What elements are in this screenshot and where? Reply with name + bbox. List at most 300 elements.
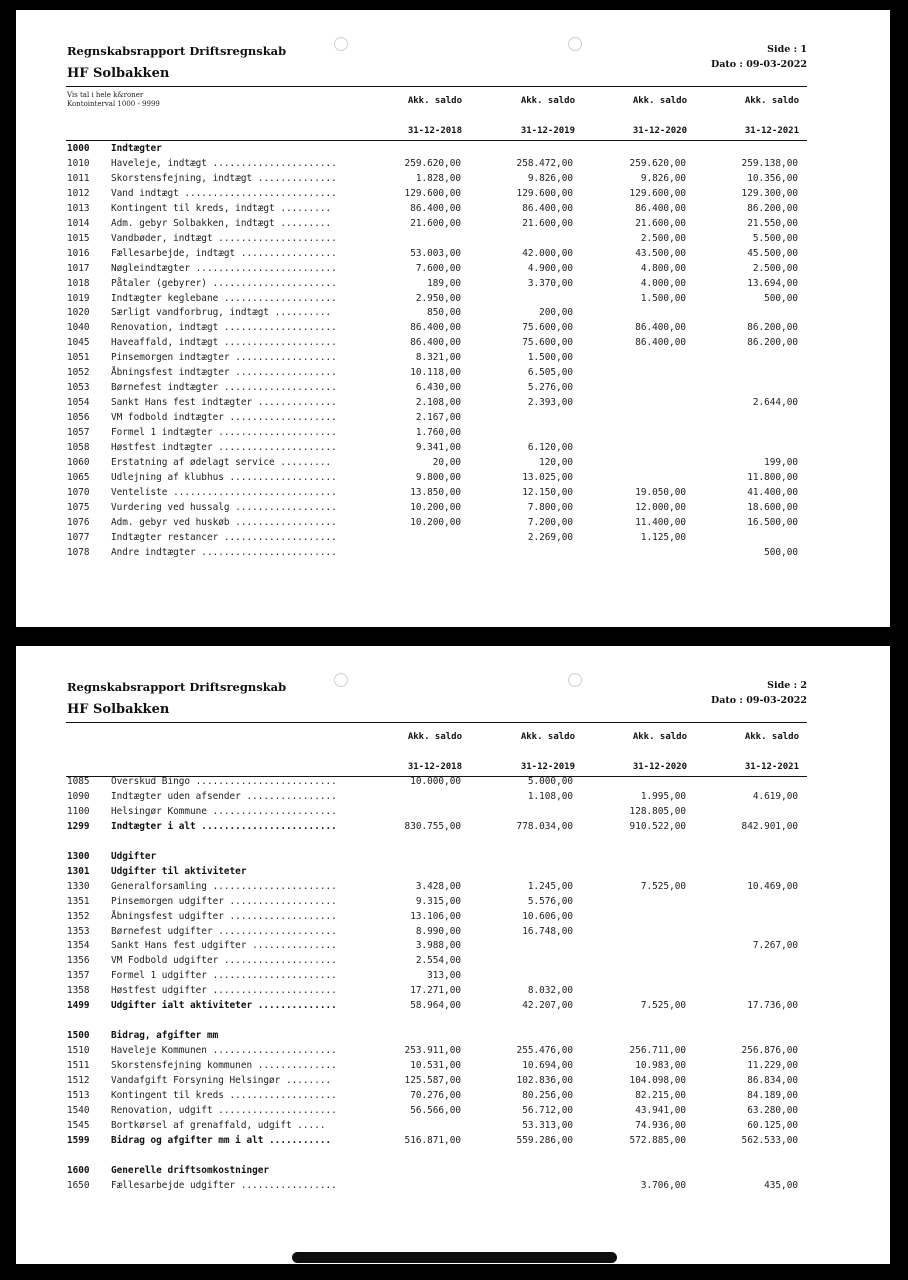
- table-section-row: [67, 998, 807, 1013]
- balance-cell: 4.619,00: [752, 790, 798, 802]
- column-date: 31-12-2018: [407, 762, 462, 772]
- balance-cell: 21.550,00: [747, 217, 798, 229]
- account-code: 1352: [67, 910, 90, 922]
- table-row: [67, 425, 807, 440]
- balance-cell: 7.525,00: [640, 880, 686, 892]
- balance-cell: 84.189,00: [747, 1089, 798, 1101]
- balance-cell: 259.138,00: [741, 157, 798, 169]
- account-name: Påtaler (gebyrer) ......................: [111, 277, 337, 289]
- column-date: 31-12-2020: [632, 126, 687, 136]
- balance-cell: 10.531,00: [410, 1060, 461, 1072]
- account-code: 1016: [67, 247, 90, 259]
- table-row: [67, 440, 807, 455]
- page-number: Side : 1: [767, 44, 807, 55]
- account-name: Nøgleindtægter .........................: [111, 262, 337, 274]
- balance-cell: 70.276,00: [410, 1089, 461, 1101]
- account-name: Generalforsamling ......................: [111, 880, 337, 892]
- balance-cell: 253.911,00: [404, 1045, 461, 1057]
- balance-cell: 256.711,00: [629, 1045, 686, 1057]
- balance-cell: 258.472,00: [516, 157, 573, 169]
- account-name: Formel 1 indtægter .....................: [111, 427, 337, 439]
- balance-cell: 16.748,00: [522, 925, 573, 937]
- balance-cell: 2.167,00: [415, 412, 461, 424]
- account-code: 1053: [67, 382, 90, 394]
- balance-cell: 4.900,00: [527, 262, 573, 274]
- table-row: [67, 834, 807, 849]
- balance-cell: 4.000,00: [640, 277, 686, 289]
- table-row: [67, 1058, 807, 1073]
- balance-cell: 1.828,00: [415, 172, 461, 184]
- account-name: Vandafgift Forsyning Helsingør ........: [111, 1075, 332, 1086]
- account-code: 1499: [67, 1000, 90, 1012]
- account-name: Kontingent til kreds, indtægt .........: [111, 202, 332, 214]
- account-name: Indtægter keglebane ....................: [111, 292, 337, 304]
- account-code: 1650: [67, 1179, 90, 1191]
- table-row: [67, 774, 807, 789]
- table-row: [67, 276, 807, 291]
- account-code: 1357: [67, 970, 90, 982]
- balance-cell: 86.200,00: [747, 202, 798, 214]
- report-page-2: [16, 646, 890, 1264]
- balance-cell: 45.500,00: [747, 247, 798, 259]
- balance-cell: 5.576,00: [527, 895, 573, 907]
- table-row: [67, 455, 807, 470]
- balance-cell: 102.836,00: [516, 1075, 573, 1086]
- balance-cell: 572.885,00: [629, 1134, 686, 1146]
- balance-cell: 3.428,00: [415, 880, 461, 892]
- report-title: Regnskabsrapport Driftsregnskab: [67, 44, 287, 58]
- balance-cell: 42.000,00: [522, 247, 573, 259]
- account-name: Indtægter restancer ....................: [111, 531, 337, 543]
- balance-cell: 53.313,00: [522, 1119, 573, 1131]
- account-code: 1065: [67, 471, 90, 483]
- table-row: [67, 953, 807, 968]
- account-code: 1054: [67, 397, 90, 409]
- balance-cell: 86.400,00: [410, 322, 461, 334]
- balance-cell: 842.901,00: [741, 820, 798, 832]
- balance-cell: 13.106,00: [410, 910, 461, 922]
- account-code: 1540: [67, 1104, 90, 1116]
- balance-cell: 2.644,00: [752, 397, 798, 409]
- report-page-1: [16, 10, 890, 627]
- balance-cell: 2.393,00: [527, 397, 573, 409]
- account-name: VM fodbold indtægter ...................: [111, 412, 337, 424]
- column-header: Akk. saldo: [744, 96, 799, 106]
- balance-cell: 53.003,00: [410, 247, 461, 259]
- balance-cell: 82.215,00: [635, 1089, 686, 1101]
- account-name: Helsingør Kommune ......................: [111, 805, 337, 817]
- account-code: 1512: [67, 1075, 90, 1086]
- balance-cell: 5.276,00: [527, 382, 573, 394]
- account-name: Bortkørsel af grenaffald, udgift .....: [111, 1119, 326, 1131]
- balance-cell: 2.500,00: [752, 262, 798, 274]
- account-code: 1076: [67, 516, 90, 528]
- account-name: Høstfest indtægter .....................: [111, 442, 337, 453]
- balance-cell: 129.600,00: [629, 187, 686, 199]
- balance-cell: 500,00: [764, 292, 798, 304]
- balance-cell: 2.554,00: [415, 955, 461, 967]
- table-row: [67, 804, 807, 819]
- table-row: [67, 894, 807, 909]
- account-code: 1051: [67, 352, 90, 364]
- balance-cell: 500,00: [764, 546, 798, 558]
- table-section-row: [67, 819, 807, 834]
- balance-cell: 12.150,00: [522, 486, 573, 498]
- account-code: 1500: [67, 1030, 90, 1042]
- column-date: 31-12-2020: [632, 762, 687, 772]
- column-header: Akk. saldo: [520, 96, 575, 106]
- balance-cell: 559.286,00: [516, 1134, 573, 1146]
- table-row: [67, 156, 807, 171]
- balance-cell: 7.267,00: [752, 940, 798, 952]
- account-code: 1077: [67, 531, 90, 543]
- table-row: [67, 470, 807, 485]
- account-code: 1599: [67, 1134, 90, 1146]
- balance-cell: 43.500,00: [635, 247, 686, 259]
- account-name: Generelle driftsomkostninger: [111, 1164, 270, 1176]
- account-code: 1015: [67, 232, 90, 244]
- table-row: [67, 365, 807, 380]
- account-name: Udgifter: [111, 850, 157, 862]
- balance-cell: 80.256,00: [522, 1089, 573, 1101]
- balance-cell: 10.356,00: [747, 172, 798, 184]
- account-code: 1600: [67, 1164, 90, 1176]
- balance-cell: 13.025,00: [522, 471, 573, 483]
- account-name: Fællesarbejde udgifter .................: [111, 1179, 337, 1191]
- table-row: [67, 500, 807, 515]
- column-header: Akk. saldo: [632, 96, 687, 106]
- account-code: 1056: [67, 412, 90, 424]
- account-code: 1018: [67, 277, 90, 289]
- account-code: 1354: [67, 940, 90, 952]
- account-code: 1057: [67, 427, 90, 439]
- balance-cell: 7.200,00: [527, 516, 573, 528]
- report-date: Dato : 09-03-2022: [710, 59, 807, 70]
- account-code: 1019: [67, 292, 90, 304]
- table-row: [67, 231, 807, 246]
- org-name: HF Solbakken: [67, 702, 170, 717]
- balance-cell: 189,00: [427, 277, 461, 289]
- balance-cell: 8.990,00: [415, 925, 461, 937]
- balance-cell: 11.229,00: [747, 1060, 798, 1072]
- balance-cell: 10.694,00: [522, 1060, 573, 1072]
- account-name: Erstatning af ødelagt service .........: [111, 456, 332, 468]
- balance-cell: 6.430,00: [415, 382, 461, 394]
- balance-cell: 3.706,00: [640, 1179, 686, 1191]
- table-row: [67, 1043, 807, 1058]
- balance-cell: 17.736,00: [747, 1000, 798, 1012]
- note-currency: Vis tal i hele k&roner: [67, 91, 144, 99]
- account-name: Formel 1 udgifter ......................: [111, 970, 337, 982]
- column-date: 31-12-2018: [407, 126, 462, 136]
- account-code: 1511: [67, 1060, 90, 1072]
- balance-cell: 9.826,00: [640, 172, 686, 184]
- account-code: 1060: [67, 456, 90, 468]
- account-code: 1299: [67, 820, 90, 832]
- account-name: Pinsemorgen indtægter ..................: [111, 352, 337, 364]
- account-name: Renovation, indtægt ....................: [111, 322, 337, 334]
- account-name: Kontingent til kreds ...................: [111, 1089, 337, 1101]
- table-row: [67, 305, 807, 320]
- account-code: 1020: [67, 307, 90, 319]
- balance-cell: 9.800,00: [415, 471, 461, 483]
- balance-cell: 3.370,00: [527, 277, 573, 289]
- account-name: Børnefest udgifter .....................: [111, 925, 337, 937]
- account-name: Indtægter uden afsender ................: [111, 790, 337, 802]
- table-section-row: [67, 1133, 807, 1148]
- account-code: 1052: [67, 367, 90, 379]
- table-section-row: [67, 849, 807, 864]
- balance-cell: 1.995,00: [640, 790, 686, 802]
- table-row: [67, 515, 807, 530]
- balance-cell: 10.118,00: [410, 367, 461, 379]
- table-row: [67, 924, 807, 939]
- column-header: Akk. saldo: [520, 732, 575, 742]
- table-row: [67, 1103, 807, 1118]
- account-name: Venteliste .............................: [111, 486, 337, 498]
- table-row: [67, 1013, 807, 1028]
- balance-cell: 17.271,00: [410, 985, 461, 997]
- balance-cell: 129.300,00: [741, 187, 798, 199]
- table-row: [67, 410, 807, 425]
- account-name: Vurdering ved hussalg ..................: [111, 501, 337, 513]
- table-section-row: [67, 864, 807, 879]
- account-code: 1301: [67, 865, 90, 877]
- account-name: Adm. gebyr ved huskøb ..................: [111, 516, 337, 528]
- account-name: Adm. gebyr Solbakken, indtægt .........: [111, 217, 332, 229]
- account-name: Skorstensfejning, indtægt ..............: [111, 172, 337, 184]
- balance-cell: 86.400,00: [410, 202, 461, 214]
- account-name: VM Fodbold udgifter ....................: [111, 955, 337, 967]
- balance-cell: 56.566,00: [410, 1104, 461, 1116]
- balance-cell: 435,00: [764, 1179, 798, 1191]
- table-row: [67, 216, 807, 231]
- balance-cell: 86.400,00: [635, 202, 686, 214]
- home-indicator[interactable]: [292, 1252, 617, 1263]
- balance-cell: 60.125,00: [747, 1119, 798, 1131]
- table-row: [67, 335, 807, 350]
- balance-cell: 2.108,00: [415, 397, 461, 409]
- balance-cell: 8.032,00: [527, 985, 573, 997]
- balance-cell: 86.400,00: [410, 337, 461, 349]
- table-row: [67, 1073, 807, 1088]
- report-notes: [67, 91, 160, 109]
- page-number: Side : 2: [767, 680, 807, 691]
- account-code: 1100: [67, 805, 90, 817]
- balance-cell: 43.941,00: [635, 1104, 686, 1116]
- account-code: 1040: [67, 322, 90, 334]
- balance-cell: 778.034,00: [516, 820, 573, 832]
- account-code: 1078: [67, 546, 90, 558]
- balance-cell: 7.600,00: [415, 262, 461, 274]
- account-code: 1090: [67, 790, 90, 802]
- account-name: Udgifter til aktiviteter: [111, 865, 247, 877]
- balance-cell: 910.522,00: [629, 820, 686, 832]
- balance-cell: 850,00: [427, 307, 461, 319]
- account-name: Åbningsfest udgifter ...................: [111, 910, 337, 922]
- balance-cell: 2.269,00: [527, 531, 573, 543]
- table-row: [67, 789, 807, 804]
- balance-cell: 1.500,00: [527, 352, 573, 364]
- balance-cell: 9.315,00: [415, 895, 461, 907]
- balance-cell: 830.755,00: [404, 820, 461, 832]
- table-row: [67, 186, 807, 201]
- balance-cell: 1.125,00: [640, 531, 686, 543]
- table-row: [67, 261, 807, 276]
- balance-cell: 313,00: [427, 970, 461, 982]
- account-name: Bidrag, afgifter mm: [111, 1030, 219, 1042]
- column-date: 31-12-2021: [744, 762, 799, 772]
- balance-cell: 1.245,00: [527, 880, 573, 892]
- account-code: 1300: [67, 850, 90, 862]
- account-code: 1058: [67, 442, 90, 453]
- table-row: [67, 291, 807, 306]
- table-row: [67, 201, 807, 216]
- account-name: Pinsemorgen udgifter ...................: [111, 895, 337, 907]
- balance-cell: 21.600,00: [410, 217, 461, 229]
- org-name: HF Solbakken: [67, 66, 170, 81]
- account-code: 1010: [67, 157, 90, 169]
- account-name: Vandbøder, indtægt .....................: [111, 232, 337, 244]
- table-row: [67, 1088, 807, 1103]
- account-name: Åbningsfest indtægter ..................: [111, 367, 337, 379]
- account-code: 1014: [67, 217, 90, 229]
- account-name: Skorstensfejning kommunen ..............: [111, 1060, 337, 1072]
- table-row: [67, 171, 807, 186]
- balance-cell: 6.120,00: [527, 442, 573, 453]
- table-row: [67, 485, 807, 500]
- balance-cell: 4.800,00: [640, 262, 686, 274]
- balance-cell: 516.871,00: [404, 1134, 461, 1146]
- account-code: 1358: [67, 985, 90, 997]
- account-name: Indtægter i alt ........................: [111, 820, 337, 832]
- account-name: Sankt Hans fest indtægter ..............: [111, 397, 337, 409]
- account-name: Renovation, udgift .....................: [111, 1104, 337, 1116]
- account-name: Udlejning af klubhus ...................: [111, 471, 337, 483]
- balance-cell: 75.600,00: [522, 322, 573, 334]
- table-row: [67, 879, 807, 894]
- balance-cell: 1.760,00: [415, 427, 461, 439]
- column-header: Akk. saldo: [744, 732, 799, 742]
- account-name: Sankt Hans fest udgifter ...............: [111, 940, 337, 952]
- account-name: Haveleje, indtægt ......................: [111, 157, 337, 169]
- table-section-row: [67, 141, 807, 156]
- account-code: 1510: [67, 1045, 90, 1057]
- balance-cell: 75.600,00: [522, 337, 573, 349]
- balance-cell: 86.400,00: [522, 202, 573, 214]
- balance-cell: 13.850,00: [410, 486, 461, 498]
- balance-cell: 120,00: [539, 456, 573, 468]
- table-row: [67, 983, 807, 998]
- balance-cell: 11.800,00: [747, 471, 798, 483]
- balance-cell: 2.500,00: [640, 232, 686, 244]
- account-code: 1356: [67, 955, 90, 967]
- balance-cell: 259.620,00: [629, 157, 686, 169]
- balance-cell: 8.321,00: [415, 352, 461, 364]
- balance-cell: 74.936,00: [635, 1119, 686, 1131]
- balance-cell: 200,00: [539, 307, 573, 319]
- account-name: Andre indtægter ........................: [111, 546, 337, 558]
- balance-cell: 9.341,00: [415, 442, 461, 453]
- report-date: Dato : 09-03-2022: [710, 695, 807, 706]
- account-code: 1351: [67, 895, 90, 907]
- balance-cell: 128.805,00: [629, 805, 686, 817]
- table-section-row: [67, 1163, 807, 1178]
- account-code: 1013: [67, 202, 90, 214]
- balance-cell: 10.983,00: [635, 1060, 686, 1072]
- page-info: [711, 678, 807, 708]
- balance-cell: 255.476,00: [516, 1045, 573, 1057]
- account-code: 1012: [67, 187, 90, 199]
- balance-cell: 21.600,00: [522, 217, 573, 229]
- account-code: 1045: [67, 337, 90, 349]
- balance-cell: 86.834,00: [747, 1075, 798, 1086]
- account-code: 1070: [67, 486, 90, 498]
- balance-cell: 56.712,00: [522, 1104, 573, 1116]
- balance-cell: 10.606,00: [522, 910, 573, 922]
- balance-cell: 129.600,00: [516, 187, 573, 199]
- balance-cell: 5.000,00: [527, 776, 573, 787]
- table-row: [67, 938, 807, 953]
- table-row: [67, 1148, 807, 1163]
- balance-cell: 86.200,00: [747, 322, 798, 334]
- balance-cell: 10.200,00: [410, 516, 461, 528]
- balance-cell: 58.964,00: [410, 1000, 461, 1012]
- table-row: [67, 530, 807, 545]
- balance-cell: 104.098,00: [629, 1075, 686, 1086]
- balance-cell: 86.400,00: [635, 322, 686, 334]
- balance-cell: 20,00: [432, 456, 461, 468]
- table-row: [67, 350, 807, 365]
- account-name: Indtægter: [111, 143, 162, 154]
- column-date: 31-12-2019: [520, 126, 575, 136]
- table-row: [67, 909, 807, 924]
- balance-cell: 41.400,00: [747, 486, 798, 498]
- column-header: Akk. saldo: [632, 732, 687, 742]
- account-code: 1085: [67, 776, 90, 787]
- balance-cell: 1.500,00: [640, 292, 686, 304]
- table-row: [67, 395, 807, 410]
- account-code: 1513: [67, 1089, 90, 1101]
- account-name: Fællesarbejde, indtægt .................: [111, 247, 337, 259]
- page-info: [711, 42, 807, 72]
- balance-cell: 6.505,00: [527, 367, 573, 379]
- account-code: 1330: [67, 880, 90, 892]
- balance-cell: 129.600,00: [404, 187, 461, 199]
- report-title: Regnskabsrapport Driftsregnskab: [67, 680, 287, 694]
- table-row: [67, 320, 807, 335]
- balance-cell: 42.207,00: [522, 1000, 573, 1012]
- balance-cell: 562.533,00: [741, 1134, 798, 1146]
- account-code: 1075: [67, 501, 90, 513]
- balance-cell: 11.400,00: [635, 516, 686, 528]
- balance-cell: 1.108,00: [527, 790, 573, 802]
- table-row: [67, 1118, 807, 1133]
- column-header: Akk. saldo: [407, 96, 462, 106]
- balance-cell: 63.280,00: [747, 1104, 798, 1116]
- punch-hole-mark: [568, 37, 582, 51]
- account-name: Særligt vandforbrug, indtægt ..........: [111, 307, 332, 319]
- account-name: Høstfest udgifter ......................: [111, 985, 337, 997]
- account-name: Bidrag og afgifter mm i alt ...........: [111, 1134, 332, 1146]
- balance-cell: 86.200,00: [747, 337, 798, 349]
- balance-cell: 199,00: [764, 456, 798, 468]
- balance-cell: 18.600,00: [747, 501, 798, 513]
- account-name: Udgifter ialt aktiviteter ..............: [111, 1000, 337, 1012]
- account-name: Overskud Bingo .........................: [111, 776, 337, 787]
- account-code: 1000: [67, 143, 90, 154]
- balance-cell: 125.587,00: [404, 1075, 461, 1086]
